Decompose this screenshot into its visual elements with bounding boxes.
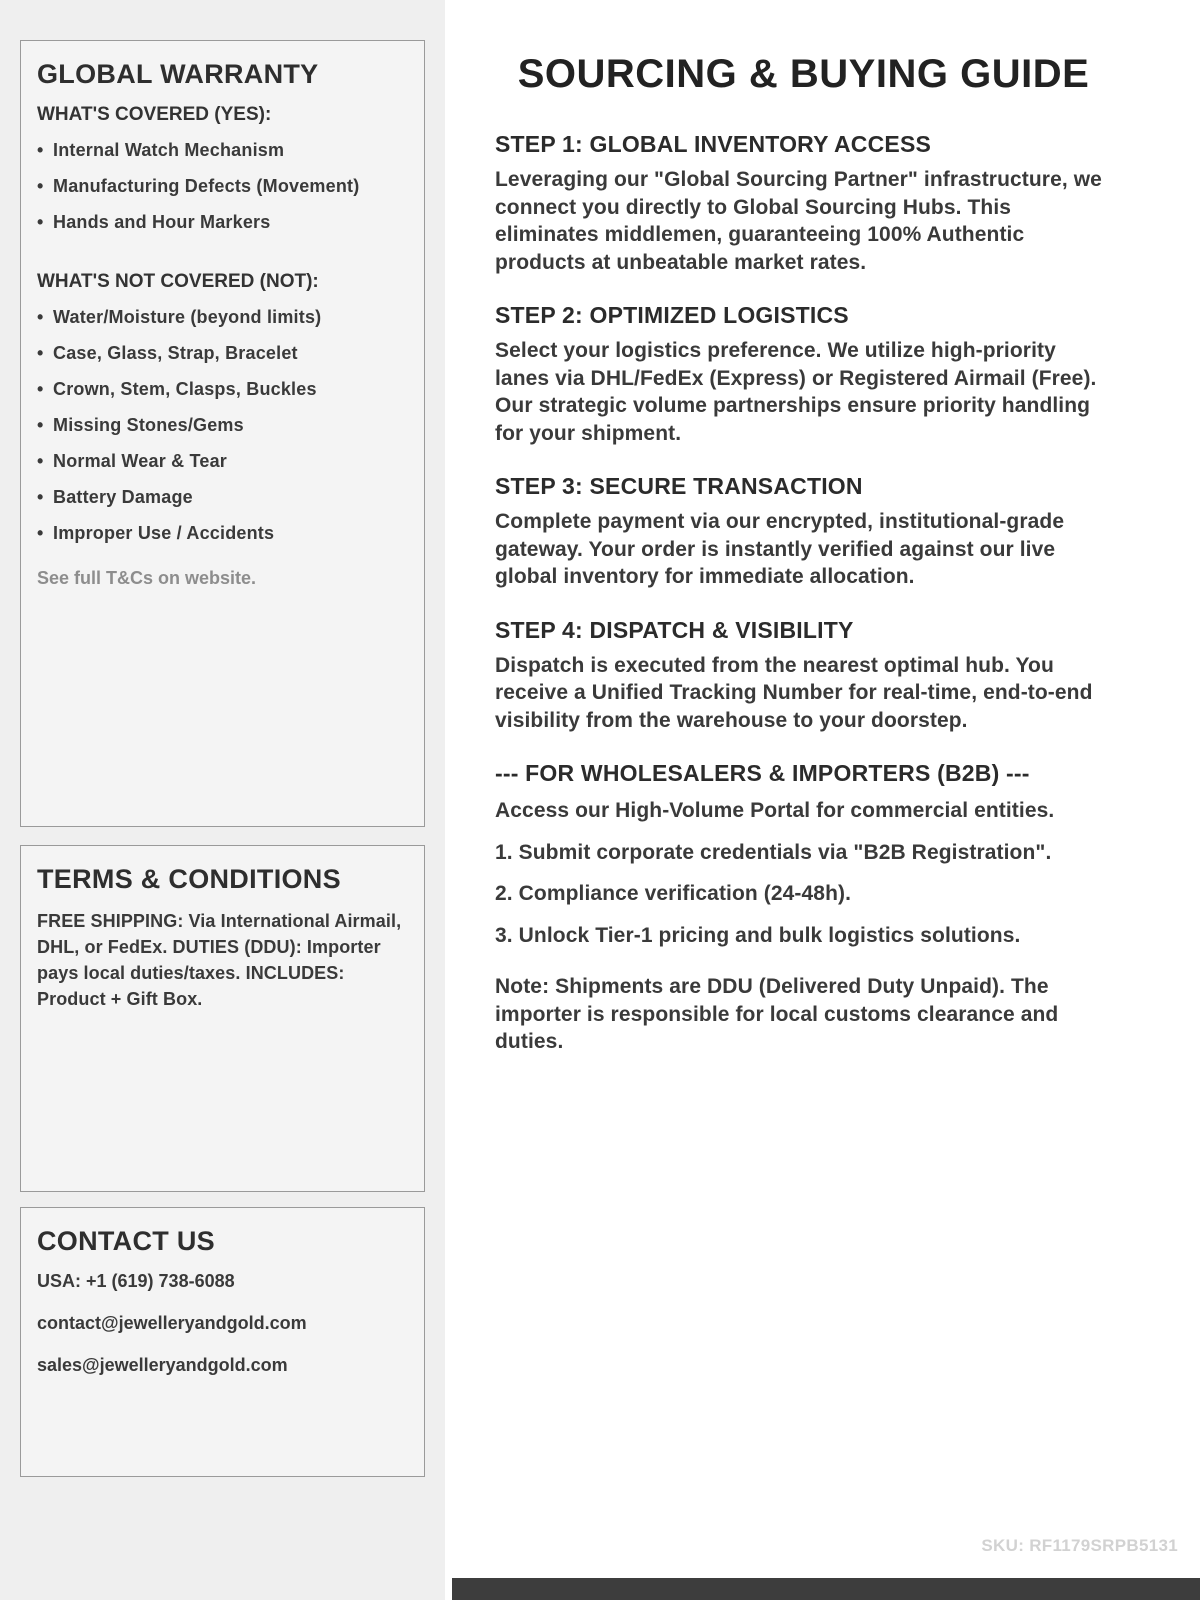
step-1-section xyxy=(495,131,1112,276)
b2b-item: 2. Compliance verification (24-48h). xyxy=(495,882,852,905)
list-item: • Battery Damage xyxy=(37,487,408,508)
b2b-item: 3. Unlock Tier-1 pricing and bulk logistics solutions. xyxy=(495,923,1021,947)
warranty-box xyxy=(20,40,425,827)
step-2-heading: STEP 2: OPTIMIZED LOGISTICS xyxy=(495,302,849,328)
b2b-heading: --- FOR WHOLESALERS & IMPORTERS (B2B) --- xyxy=(495,760,1030,786)
step-3-section xyxy=(495,473,1112,591)
covered-list xyxy=(37,140,408,233)
warranty-footnote: See full T&Cs on website. xyxy=(37,568,257,588)
list-item: • Normal Wear & Tear xyxy=(37,451,408,472)
list-item: • Improper Use / Accidents xyxy=(37,523,408,544)
list-item: • Manufacturing Defects (Movement) xyxy=(37,176,408,197)
list-item: • Case, Glass, Strap, Bracelet xyxy=(37,343,408,364)
step-1-heading: STEP 1: GLOBAL INVENTORY ACCESS xyxy=(495,131,932,157)
terms-title: TERMS & CONDITIONS xyxy=(37,864,341,894)
step-2-section xyxy=(495,302,1112,447)
contact-phone: USA: +1 (619) 738-6088 xyxy=(37,1271,235,1291)
bottom-bar xyxy=(452,1578,1200,1600)
b2b-note: Note: Shipments are DDU (Delivered Duty Unpaid). The importer is responsible for local customs clearance and duties. xyxy=(495,975,1059,1053)
list-item: • Crown, Stem, Clasps, Buckles xyxy=(37,379,408,400)
b2b-intro: Access our High-Volume Portal for commercial entities. xyxy=(495,799,1055,822)
step-4-heading: STEP 4: DISPATCH & VISIBILITY xyxy=(495,616,854,643)
step-4-section xyxy=(495,617,1112,735)
sidebar xyxy=(0,0,445,1600)
step-3-body: Complete payment via our encrypted, institutional-grade gateway. Your order is instantly verified against our live global inventory for immediate allocation. xyxy=(495,510,1065,588)
main-content xyxy=(445,0,1200,1600)
contact-box xyxy=(20,1207,425,1477)
step-3-heading: STEP 3: SECURE TRANSACTION xyxy=(495,473,863,499)
not-covered-heading: WHAT'S NOT COVERED (NOT): xyxy=(37,271,319,292)
list-item: • Missing Stones/Gems xyxy=(37,415,408,436)
contact-title: CONTACT US xyxy=(37,1226,215,1256)
warranty-title: GLOBAL WARRANTY xyxy=(37,59,319,89)
step-4-body: Dispatch is executed from the nearest optimal hub. You receive a Unified Tracking Number for real-time, end-to-end visibility from the warehouse to your doorstep. xyxy=(495,653,1093,732)
step-1-body: Leveraging our "Global Sourcing Partner" infrastructure, we connect you directly to Global Sourcing Hubs. This eliminates middlemen, guaranteeing 100% Authentic products at unbeatable market rates. xyxy=(495,168,1102,274)
list-item: • Internal Watch Mechanism xyxy=(37,140,408,161)
b2b-section xyxy=(495,760,1112,1056)
step-2-body: Select your logistics preference. We utilize high-priority lanes via DHL/FedEx (Express) or Registered Airmail (Free). Our strategic volume partnerships ensure priority handling for your shipment. xyxy=(495,339,1097,445)
terms-box xyxy=(20,845,425,1192)
contact-email: contact@jewelleryandgold.com xyxy=(37,1313,307,1333)
terms-body: FREE SHIPPING: Via International Airmail, DHL, or FedEx. DUTIES (DDU): Importer pays local duties/taxes. INCLUDES: Product + Gift Box. xyxy=(37,911,402,1009)
covered-heading: WHAT'S COVERED (YES): xyxy=(37,104,272,125)
list-item: • Water/Moisture (beyond limits) xyxy=(37,307,408,328)
b2b-item: 1. Submit corporate credentials via "B2B Registration". xyxy=(495,840,1052,864)
list-item: • Hands and Hour Markers xyxy=(37,212,408,233)
sku-label: SKU: RF1179SRPB5131 xyxy=(981,1536,1178,1555)
page-title: SOURCING & BUYING GUIDE xyxy=(517,52,1090,96)
sales-email: sales@jewelleryandgold.com xyxy=(37,1355,288,1375)
not-covered-list xyxy=(37,307,408,544)
